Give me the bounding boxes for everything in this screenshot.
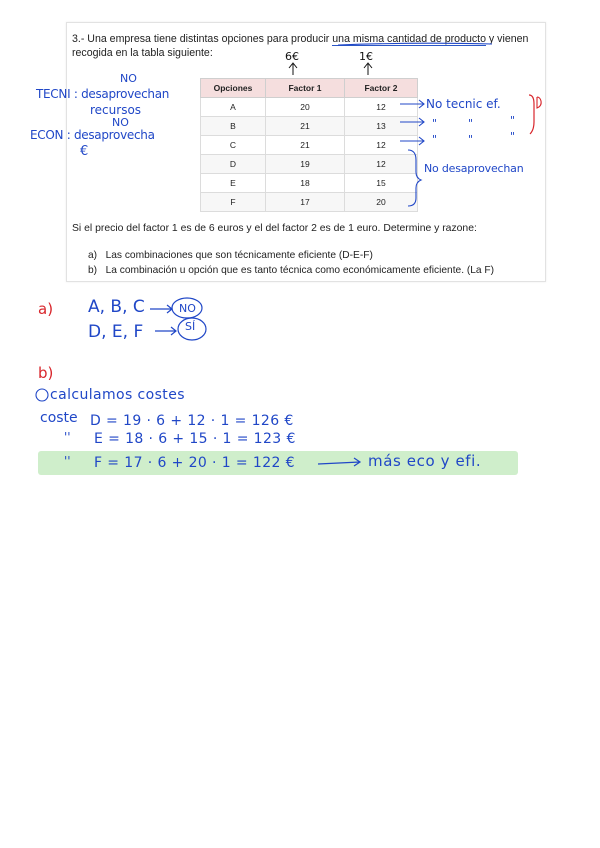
hw-recursos: recursos <box>90 103 142 117</box>
coste-d: D = 19 · 6 + 12 · 1 = 126 € <box>90 413 294 429</box>
answer-a-line2: D, E, F <box>88 322 144 342</box>
question-text <box>72 32 537 60</box>
answer-a-line1: A, B, C <box>88 297 145 317</box>
table-cell: D <box>201 155 266 174</box>
table-header-row <box>201 79 418 98</box>
table-cell: 19 <box>266 155 345 174</box>
ditto-e: '' <box>64 430 71 444</box>
answer-a-no: NO <box>179 302 196 315</box>
item-a-text: Las combinaciones que son técnicamente eficiente (D-E-F) <box>105 250 373 261</box>
hw-econ-line: ECON : desaprovecha <box>30 128 155 142</box>
table-cell: C <box>201 136 266 155</box>
table-cell: 21 <box>266 117 345 136</box>
table-cell: 21 <box>266 136 345 155</box>
table-cell: 12 <box>345 136 418 155</box>
table-cell: 20 <box>266 98 345 117</box>
arrow-right-icon <box>155 327 176 335</box>
price-statement: Si el precio del factor 1 es de 6 euros y el del factor 2 es de 1 euro. Determine y razone: <box>72 223 477 234</box>
hw-ditto: " <box>510 130 516 143</box>
coste-f: F = 17 · 6 + 20 · 1 = 122 € <box>94 455 295 471</box>
price-factor-1-note: 6€ <box>285 50 299 63</box>
header-factor-1: Factor 1 <box>266 79 345 98</box>
coste-label: coste <box>40 410 78 426</box>
hw-ditto: " <box>432 117 438 130</box>
item-a <box>88 250 373 261</box>
answer-b-label: b) <box>38 364 54 382</box>
answer-a-si: SÍ <box>185 320 196 333</box>
hw-e-sign: € <box>80 144 89 159</box>
table-row <box>201 98 418 117</box>
hw-ditto: " <box>468 133 474 146</box>
hw-ditto: " <box>510 114 516 127</box>
table-row <box>201 136 418 155</box>
table-cell: 15 <box>345 174 418 193</box>
hw-ditto: " <box>468 117 474 130</box>
hw-ditto: " <box>432 133 438 146</box>
conclusion-note: más eco y efi. <box>368 452 482 470</box>
item-b <box>88 265 494 276</box>
table-cell: F <box>201 193 266 212</box>
table-row <box>201 174 418 193</box>
calc-title: calculamos costes <box>50 387 185 403</box>
coste-e: E = 18 · 6 + 15 · 1 = 123 € <box>94 431 296 447</box>
hw-no-tecnic: No tecnic ef. <box>426 97 501 111</box>
header-factor-2: Factor 2 <box>345 79 418 98</box>
bullet-circle-icon <box>36 389 48 401</box>
options-table <box>200 78 418 212</box>
question-part2: y vienen recogida en la tabla siguiente: <box>72 33 529 59</box>
answer-a-label: a) <box>38 300 54 318</box>
hw-no-mid: NO <box>112 116 129 129</box>
arrow-right-icon <box>150 305 172 313</box>
table-row <box>201 193 418 212</box>
price-factor-2-note: 1€ <box>359 50 373 63</box>
item-a-letter: a) <box>88 250 98 261</box>
hw-no-desaprovechan: No desaprovechan <box>424 162 524 175</box>
table-cell: 17 <box>266 193 345 212</box>
ditto-f: '' <box>64 454 71 468</box>
item-b-letter: b) <box>88 265 98 276</box>
table-cell: A <box>201 98 266 117</box>
table-cell: 20 <box>345 193 418 212</box>
question-part1: 3.- Una empresa tiene distintas opciones para producir <box>72 33 333 45</box>
table-row <box>201 155 418 174</box>
table-cell: 13 <box>345 117 418 136</box>
item-b-text: La combinación u opción que es tanto técnica como económicamente eficiente. (La F) <box>105 265 495 276</box>
table-cell: E <box>201 174 266 193</box>
question-underlined: una misma cantidad de producto <box>332 33 486 45</box>
table-cell: 18 <box>266 174 345 193</box>
table-cell: B <box>201 117 266 136</box>
table-row <box>201 117 418 136</box>
hw-no-top: NO <box>120 72 137 85</box>
header-opciones: Opciones <box>201 79 266 98</box>
table-cell: 12 <box>345 155 418 174</box>
hw-tecni-line: TECNI : desaprovechan <box>36 87 170 101</box>
table-cell: 12 <box>345 98 418 117</box>
